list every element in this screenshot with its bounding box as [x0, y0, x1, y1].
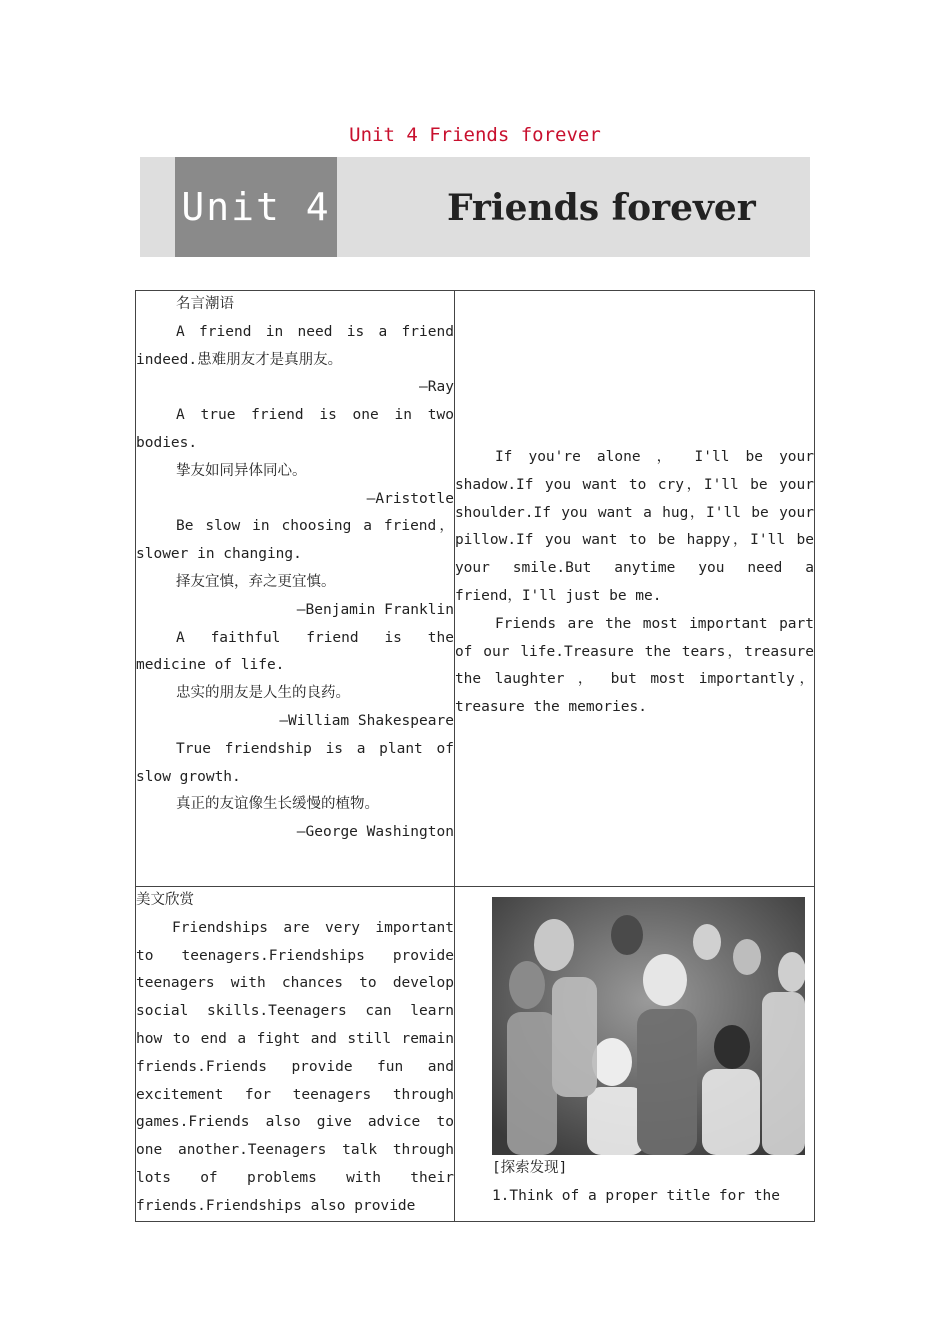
photo-cell [454, 887, 814, 1222]
quote-2-translation: 挚友如同异体同心。 [176, 462, 307, 479]
quote-3-translation: 择友宜慎，弃之更宜慎。 [176, 573, 336, 590]
article-cell [136, 887, 455, 1222]
poem-paragraph-1: If you're alone ， I'll be your shadow.If you want to cry，I'll be your shoulder.If you want a hug，I'll be your pillow.If you want to be happy，I'll be your smile.But anytime you need a friend，I'll just be me. [454, 449, 814, 604]
quote-2-author: —Aristotle [366, 490, 454, 507]
quote-3-author: —Benjamin Franklin [296, 601, 454, 618]
friends-group-photo [492, 897, 805, 1155]
quote-5-translation: 真正的友谊像生长缓慢的植物。 [176, 796, 379, 813]
poem-cell [454, 291, 814, 887]
explore-heading: [探索发现] [491, 1160, 568, 1176]
quotes-heading: 名言潮语 [176, 296, 234, 312]
quote-1: A friend in need is a friend indeed.患难朋友才是真朋友。 [136, 323, 454, 368]
quote-5-author: —George Washington [296, 824, 454, 841]
quote-4-author: —William Shakespeare [279, 712, 454, 729]
quote-5: True friendship is a plant of slow growth. [136, 740, 454, 785]
explore-question-1: 1.Think of a proper title for the [491, 1187, 781, 1204]
quote-4-translation: 忠实的朋友是人生的良药。 [176, 685, 350, 702]
article-text: Friendships are very important to teenagers.Friendships provide teenagers with chances to develop social skills.Teenagers can learn how to end a fight and still remain friends.Friends provide fun and excitement for teenagers through games.Friends also give advice to one another.Teenagers talk through lots of problems with their friends.Friendships also provide [136, 919, 454, 1214]
page-title: Unit 4 Friends forever [349, 124, 601, 146]
unit-label: Unit 4 [175, 157, 337, 257]
quotes-cell [136, 291, 455, 887]
quote-1-author: —Ray [419, 379, 454, 396]
article-heading: 美文欣赏 [136, 892, 194, 908]
quote-4: A faithful friend is the medicine of life. [136, 629, 454, 674]
quote-2: A true friend is one in two bodies. [136, 407, 454, 451]
poem-paragraph-2: Friends are the most important part of our life.Treasure the tears，treasure the laughter ， but most importantly，treasure the memories. [454, 615, 814, 716]
quote-3: Be slow in choosing a friend，slower in changing. [136, 518, 454, 563]
unit-heading: Friends forever [447, 187, 756, 229]
unit-banner [140, 157, 810, 257]
content-table [135, 290, 815, 1222]
